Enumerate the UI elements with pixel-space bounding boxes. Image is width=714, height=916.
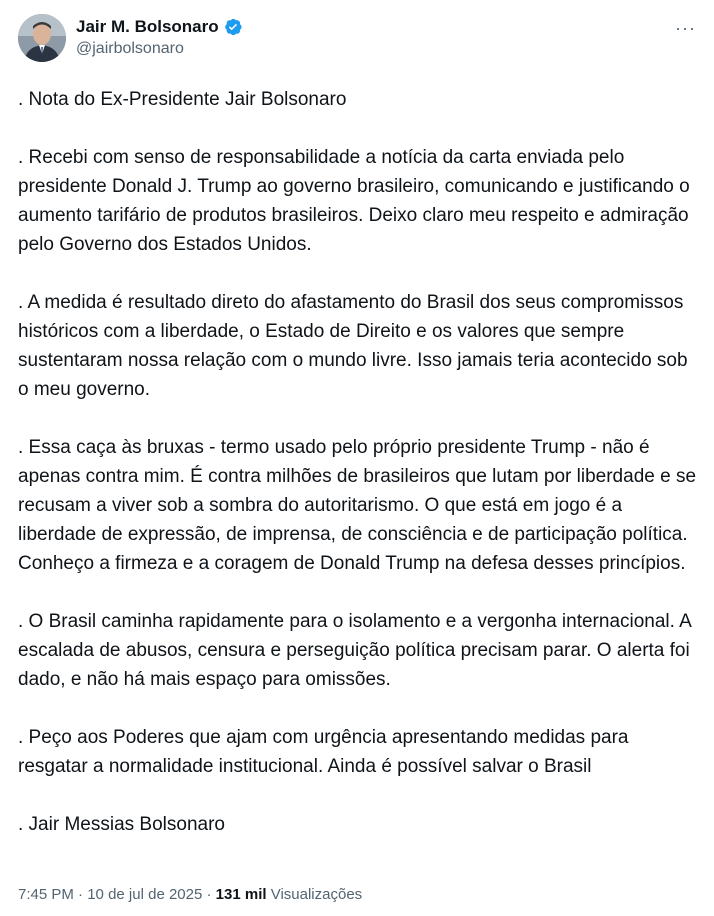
avatar-image xyxy=(18,14,66,62)
tweet-paragraph: . Nota do Ex-Presidente Jair Bolsonaro xyxy=(18,89,347,110)
tweet-footer xyxy=(18,886,362,903)
tweet-paragraph: . A medida é resultado direto do afastamento do Brasil dos seus compromissos históricos com a liberdade, o Estado de Direito e os valores que sempre sustentaram nossa relação com o mundo livre. Isso jamais teria acontecido sob o meu governo. xyxy=(18,292,688,400)
verified-badge-icon[interactable] xyxy=(223,17,243,37)
tweet-paragraph: . Peço aos Poderes que ajam com urgência apresentando medidas para resgatar a normalidade institucional. Ainda é possível salvar o Brasil xyxy=(18,727,629,777)
tweet-header xyxy=(18,12,704,68)
views-count[interactable]: 131 mil xyxy=(215,886,267,903)
tweet-time[interactable]: 7:45 PM xyxy=(18,886,74,903)
tweet-paragraph: . Essa caça às bruxas - termo usado pelo próprio presidente Trump - não é apenas contra mim. É contra milhões de brasileiros que lutam por liberdade e se recusam a viver sob a sombra do autoritarismo. O que está em jogo é a liberdade de expressão, de imprensa, de consciência e de participação política. Conheço a firmeza e a coragem de Donald Trump na defesa desses princípios. xyxy=(18,437,697,574)
tweet-paragraph: . Recebi com senso de responsabilidade a notícia da carta enviada pelo presidente Donald J. Trump ao governo brasileiro, comunicando e justificando o aumento tarifário de produtos brasileiros. Deixo claro meu respeito e admiração pelo Governo dos Estados Unidos. xyxy=(18,147,690,255)
tweet-date[interactable]: 10 de jul de 2025 xyxy=(87,886,203,903)
tweet-paragraph: . O Brasil caminha rapidamente para o isolamento e a vergonha internacional. A escalada de abusos, censura e perseguição política precisam parar. O alerta foi dado, e não há mais espaço para omissões. xyxy=(18,611,691,690)
footer-separator: · xyxy=(73,886,88,903)
footer-separator: · xyxy=(202,886,216,903)
views-label[interactable]: Visualizações xyxy=(266,886,363,903)
handle[interactable]: @jairbolsonaro xyxy=(76,40,184,57)
tweet-text xyxy=(18,85,700,868)
more-horizontal-icon[interactable]: ··· xyxy=(675,18,696,38)
display-name[interactable]: Jair M. Bolsonaro xyxy=(76,17,219,36)
author-names xyxy=(76,16,243,58)
tweet-paragraph: . Jair Messias Bolsonaro xyxy=(18,814,225,835)
display-name-row xyxy=(76,16,243,38)
avatar[interactable] xyxy=(18,14,66,62)
